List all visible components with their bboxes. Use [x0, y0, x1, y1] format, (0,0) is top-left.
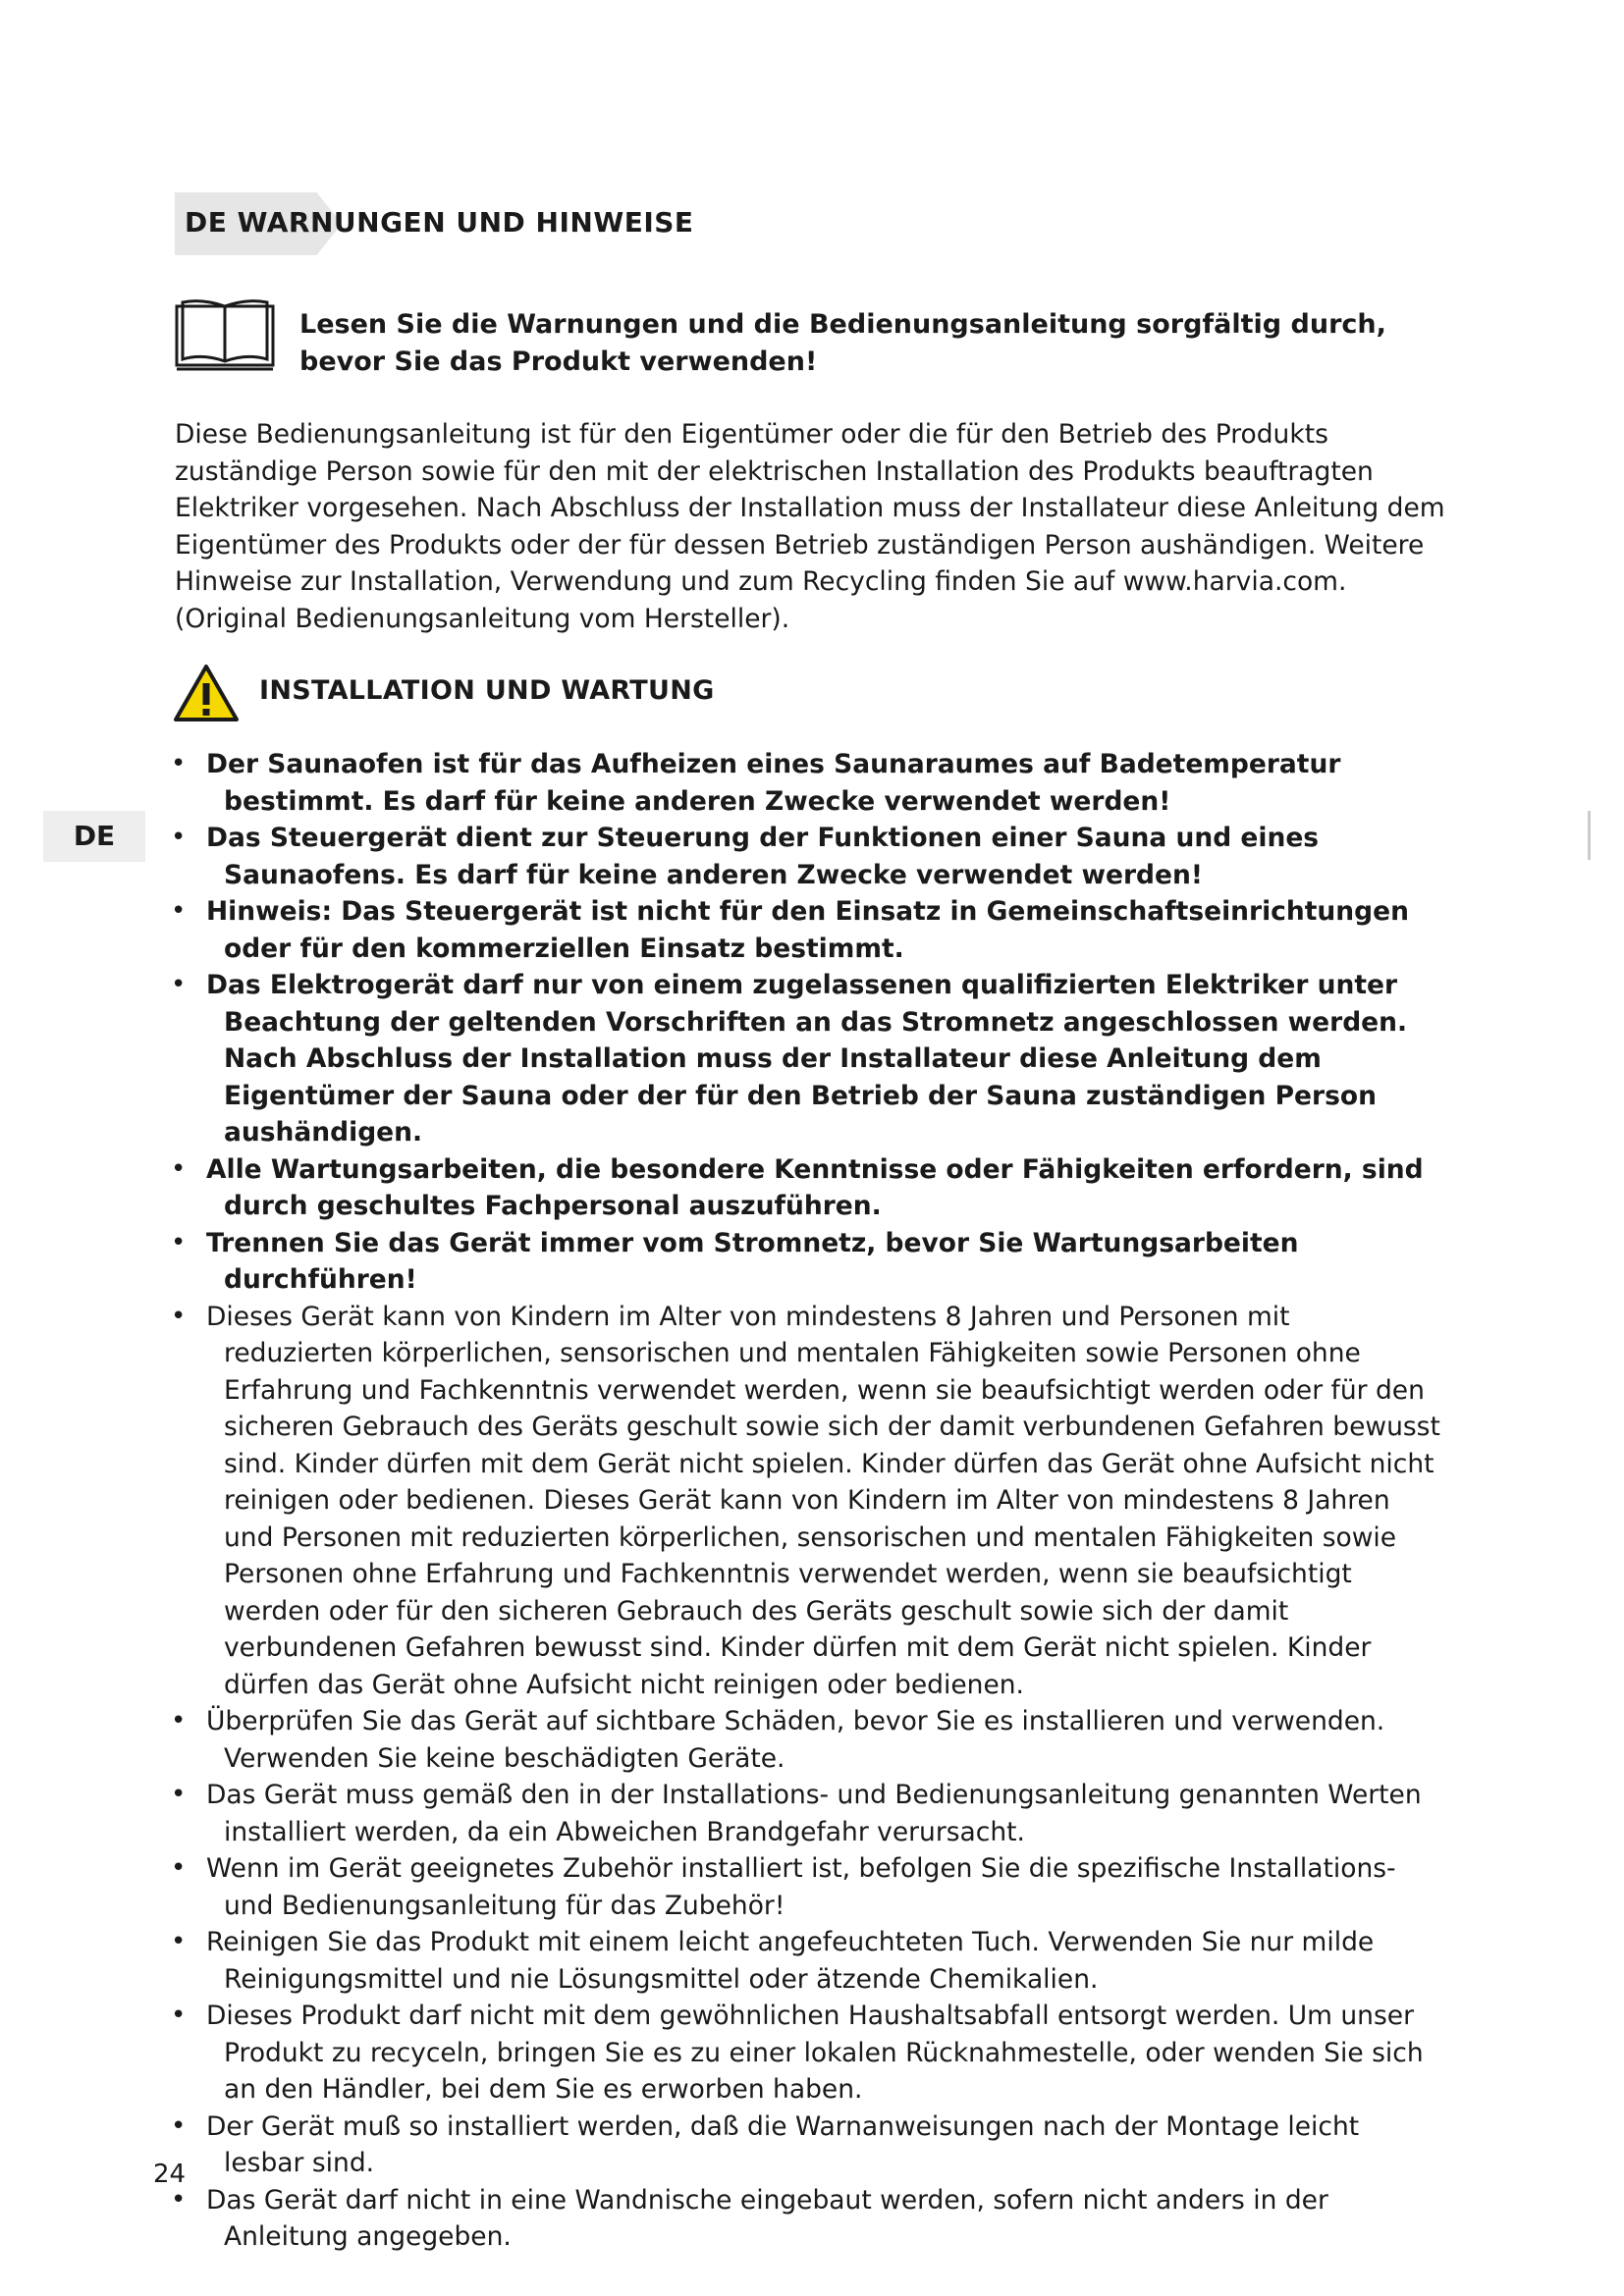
bullet-dot: •: [171, 2001, 187, 2030]
manual-book-icon: [173, 298, 277, 371]
list-item: [167, 2109, 1443, 2182]
list-item: [167, 1151, 1443, 1225]
list-item: [167, 1850, 1443, 1924]
bullet-dot: •: [171, 1227, 187, 1257]
read-warning-text: Lesen Sie die Warnungen und die Bedienungsanleitung sorgfältig durch, bevor Sie das Produkt verwenden!: [299, 309, 1386, 377]
bullet-dot: •: [171, 2184, 187, 2215]
list-item-text: Reinigen Sie das Produkt mit einem leicht angefeuchteten Tuch. Verwenden Sie nur milde Reinigungsmittel und nie Lösungsmittel oder ätzende Chemikalien.: [206, 1927, 1375, 1995]
list-item-text: Dieses Produkt darf nicht mit dem gewöhnlichen Haushaltsabfall entsorgt werden. Um unser Produkt zu recyceln, bringen Sie es zu einer lokalen Rücknahmestelle, oder wenden Sie sich an den Händler, bei dem Sie es erworben haben.: [206, 2001, 1424, 2105]
subsection-title: INSTALLATION UND WARTUNG: [259, 675, 715, 706]
list-item: [167, 1777, 1443, 1850]
bullet-dot: •: [171, 1301, 187, 1331]
warning-triangle-icon: [173, 664, 240, 722]
bullet-dot: •: [171, 2110, 187, 2141]
bullet-dot: •: [171, 1927, 187, 1956]
list-item-text: Trennen Sie das Gerät immer vom Stromnetz, bevor Sie Wartungsarbeiten durchführen!: [206, 1227, 1299, 1295]
list-item: [167, 1924, 1443, 1998]
list-item-text: Hinweis: Das Steuergerät ist nicht für den Einsatz in Gemeinschaftseinrichtungen oder für den kommerziellen Einsatz bestimmt.: [206, 896, 1409, 964]
list-item-text: Überprüfen Sie das Gerät auf sichtbare Schäden, bevor Sie es installieren und verwenden. Verwenden Sie keine beschädigten Geräte.: [206, 1706, 1385, 1774]
bullet-dot: •: [171, 1153, 187, 1184]
bullet-dot: •: [171, 823, 187, 852]
list-item: [167, 1998, 1443, 2109]
list-item: [167, 967, 1443, 1151]
list-item-text: Der Saunaofen ist für das Aufheizen eines Saunaraumes auf Badetemperatur bestimmt. Es darf für keine anderen Zwecke verwendet werden!: [206, 749, 1341, 817]
page-number: 24: [153, 2160, 187, 2189]
list-item: [167, 1299, 1443, 1704]
list-item-text: Das Elektrogerät darf nur von einem zugelassenen qualifizierten Elektriker unter Beachtung der geltenden Vorschriften an das Stromnetz angeschlossen werden. Nach Abschluss der Installation muss der Installateur diese Anleitung dem Eigentümer der Sauna oder der für den Betrieb der Sauna zuständigen Person aushändigen.: [206, 970, 1408, 1148]
bullet-dot: •: [171, 1706, 187, 1735]
list-item-text: Das Gerät muss gemäß den in der Installations- und Bedienungsanleitung genannten Werten installiert werden, da ein Abweichen Brandgefahr verursacht.: [206, 1780, 1422, 1847]
section-title: DE WARNUNGEN UND HINWEISE: [185, 206, 694, 239]
list-item-text: Wenn im Gerät geeignetes Zubehör installiert ist, befolgen Sie die spezifische Installations- und Bedienungsanleitung für das Zubehör!: [206, 1853, 1396, 1921]
page-edge-mark: [1588, 811, 1591, 860]
list-item-text: Alle Wartungsarbeiten, die besondere Kenntnisse oder Fähigkeiten erfordern, sind durch geschultes Fachpersonal auszuführen.: [206, 1153, 1424, 1221]
list-item: [167, 820, 1443, 893]
intro-paragraph: Diese Bedienungsanleitung ist für den Eigentümer oder die für den Betrieb des Produkts zuständige Person sowie für den mit der elektrischen Installation des Produkts beauftragten Elektriker vorgesehen. Nach Abschluss der Installation muss der Installateur diese Anleitung dem Eigentümer des Produkts oder der für dessen Betrieb zuständigen Person aushändigen. Weitere Hinweise zur Installation, Verwendung und zum Recycling finden Sie auf www.harvia.com. (Original Bedienungsanleitung vom Hersteller).: [175, 419, 1445, 634]
list-item-text: Das Gerät darf nicht in eine Wandnische eingebaut werden, sofern nicht anders in der Anleitung angegeben.: [206, 2184, 1328, 2252]
list-item: [167, 1225, 1443, 1299]
list-item-text: Dieses Gerät kann von Kindern im Alter von mindestens 8 Jahren und Personen mit reduzierten körperlichen, sensorischen und mentalen Fähigkeiten sowie Personen ohne Erfahrung und Fachkenntnis verwendet werden, wenn sie beaufsichtigt werden oder für den sicheren Gebrauch des Geräts geschult sowie sich der damit verbundenen Gefahren bewusst sind. Kinder dürfen mit dem Gerät nicht spielen. Kinder dürfen das Gerät ohne Aufsicht nicht reinigen oder bedienen. Dieses Gerät kann von Kindern im Alter von mindestens 8 Jahren und Personen mit reduzierten körperlichen, sensorischen und mentalen Fähigkeiten sowie Personen ohne Erfahrung und Fachkenntnis verwendet werden, wenn sie beaufsichtigt werden oder für den sicheren Gebrauch des Geräts geschult sowie sich der damit verbundenen Gefahren bewusst sind. Kinder dürfen mit dem Gerät nicht spielen. Kinder dürfen das Gerät ohne Aufsicht nicht reinigen oder bedienen.: [206, 1301, 1440, 1700]
list-item: [167, 1703, 1443, 1777]
list-item: [167, 893, 1443, 967]
bullet-dot: •: [171, 970, 187, 999]
list-item-text: Der Gerät muß so installiert werden, daß die Warnanweisungen nach der Montage leicht lesbar sind.: [206, 2110, 1360, 2178]
bullet-dot: •: [171, 1853, 187, 1883]
list-item-text: Das Steuergerät dient zur Steuerung der Funktionen einer Sauna und eines Saunaofens. Es darf für keine anderen Zwecke verwendet werden!: [206, 823, 1320, 890]
list-item: [167, 746, 1443, 820]
bullet-dot: •: [171, 896, 187, 926]
warnings-list: [167, 746, 1443, 2256]
bullet-dot: •: [171, 749, 187, 778]
bullet-dot: •: [171, 1780, 187, 1809]
language-side-tab: DE: [43, 811, 145, 862]
list-item: [167, 2182, 1443, 2256]
